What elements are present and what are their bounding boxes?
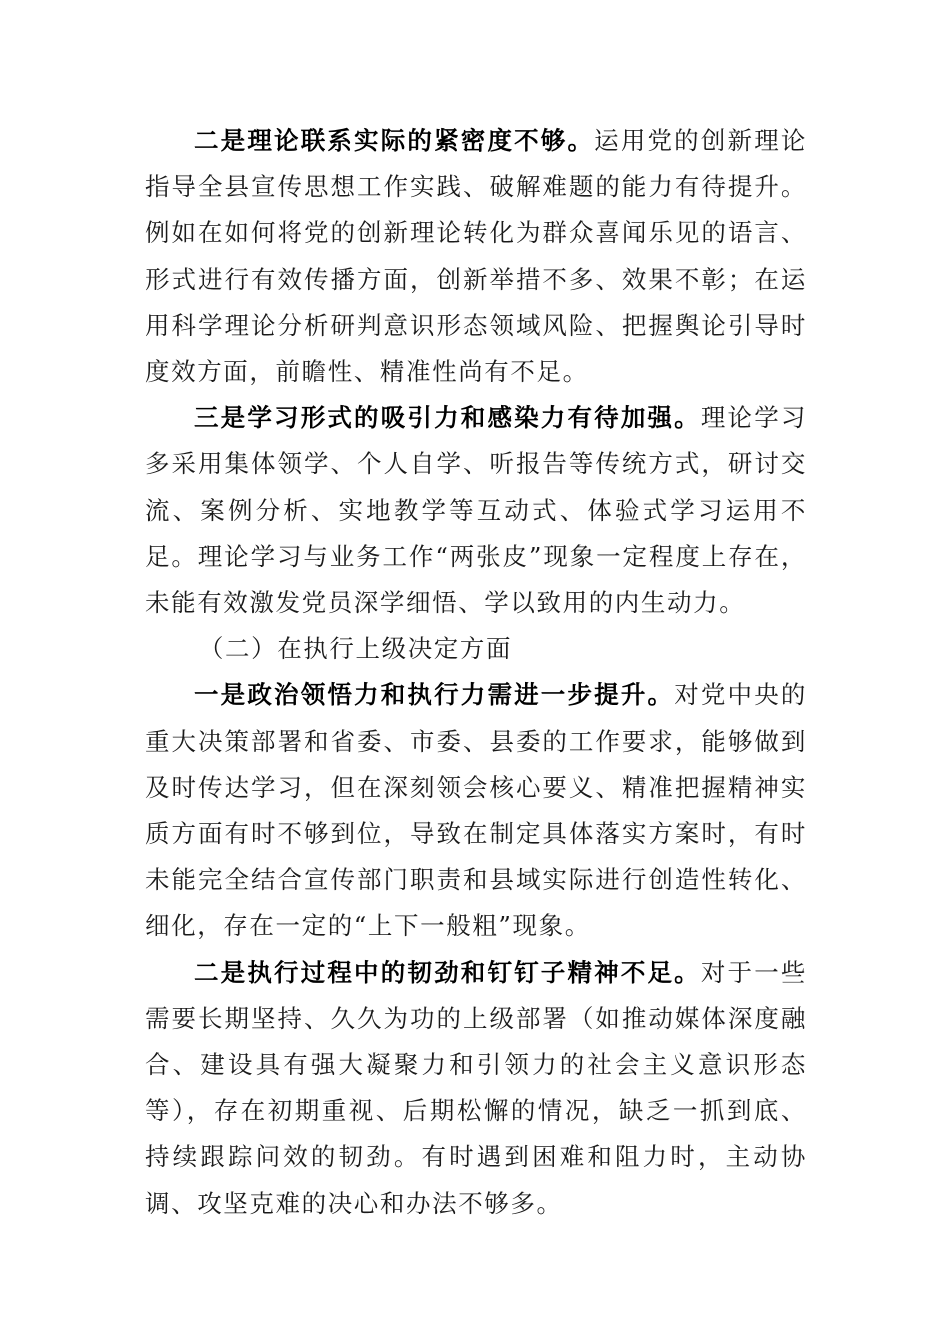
document-body (145, 118, 807, 1227)
paragraph-text: 对于一些需要长期坚持、久久为功的上级部署（如推动媒体深度融合、建设具有强大凝聚力和引领力的社会主义意识形态等），存在初期重视、后期松懈的情况，缺乏一抓到底、持续跟踪问效的韧劲。有时遇到困难和阻力时，主动协调、攻坚克难的决心和办法不够多。 (145, 957, 807, 1218)
paragraph-text: 理论学习多采用集体领学、个人自学、听报告等传统方式，研讨交流、案例分析、实地教学等互动式、体验式学习运用不足。理论学习与业务工作“两张皮”现象一定程度上存在，未能有效激发党员深学细悟、学以致用的内生动力。 (145, 403, 807, 618)
paragraph-lead: 二是执行过程中的韧劲和钉钉子精神不足。 (194, 957, 701, 987)
paragraph-text: 对党中央的重大决策部署和省委、市委、县委的工作要求，能够做到及时传达学习，但在深刻领会核心要义、精准把握精神实质方面有时不够到位，导致在制定具体落实方案时，有时未能完全结合宣传部门职责和县域实际进行创造性转化、细化，存在一定的“上下一般粗”现象。 (145, 680, 807, 941)
paragraph-lead: 三是学习形式的吸引力和感染力有待加强。 (194, 403, 701, 433)
paragraph-text: 运用党的创新理论指导全县宣传思想工作实践、破解难题的能力有待提升。例如在如何将党的创新理论转化为群众喜闻乐见的语言、形式进行有效传播方面，创新举措不多、效果不彰；在运用科学理论分析研判意识形态领域风险、把握舆论引导时度效方面，前瞻性、精准性尚有不足。 (145, 126, 807, 387)
paragraph-lead: 一是政治领悟力和执行力需进一步提升。 (194, 680, 675, 710)
paragraph-theory-practice (145, 118, 807, 395)
paragraph-lead: 二是理论联系实际的紧密度不够。 (194, 126, 595, 155)
section-heading: （二）在执行上级决定方面 (198, 634, 513, 664)
paragraph-political-execution (145, 672, 807, 949)
paragraph-execution-tenacity (145, 950, 807, 1227)
paragraph-learning-form (145, 395, 807, 626)
